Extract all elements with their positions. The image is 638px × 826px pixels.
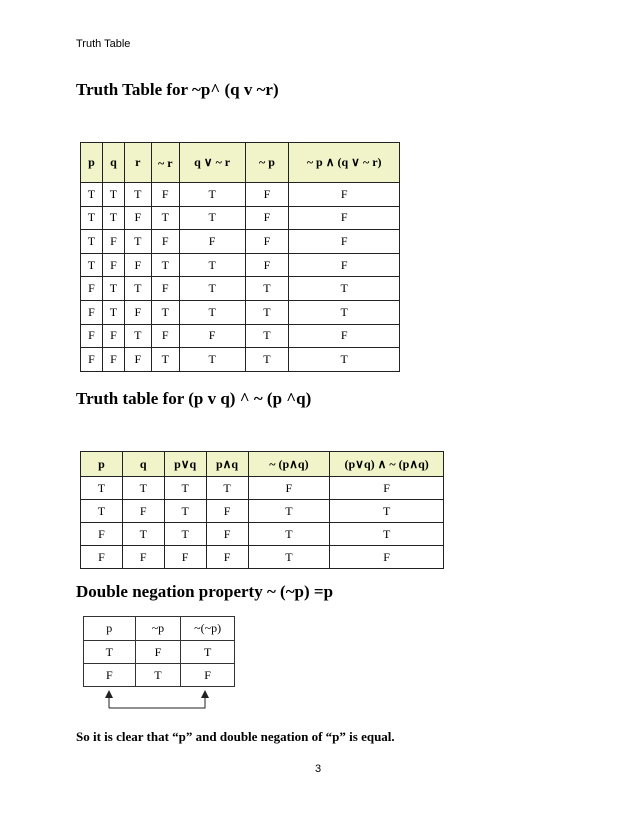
section2-heading: Truth table for (p v q) ^ ~ (p ^q) — [76, 389, 312, 408]
section3-heading: Double negation property ~ (~p) =p — [76, 582, 334, 601]
table1-cell: F — [151, 230, 179, 254]
conclusion-text: So it is clear that “p” and double negation of “p” is equal. — [76, 729, 395, 744]
table2-cell: T — [122, 523, 164, 546]
table2-cell: F — [206, 546, 248, 569]
table2-cell: F — [330, 477, 444, 500]
table2-cell: F — [81, 546, 123, 569]
table2-cell: T — [81, 500, 123, 523]
table2-cell: F — [206, 523, 248, 546]
table1-cell: F — [124, 348, 151, 372]
table3-header-cell: p — [84, 617, 136, 641]
table1-cell: T — [179, 277, 245, 301]
page-number: 3 — [315, 763, 322, 775]
table2-cell: T — [206, 477, 248, 500]
table1-cell: F — [245, 183, 289, 207]
table1-cell: T — [151, 300, 179, 324]
table3-cell: T — [181, 641, 235, 664]
table1-cell: F — [289, 253, 400, 277]
table2-cell: F — [330, 546, 444, 569]
table2-cell: F — [248, 477, 330, 500]
table1-cell: T — [151, 348, 179, 372]
table1-cell: T — [179, 183, 245, 207]
table2-header-cell: p — [81, 452, 123, 477]
table1-cell: T — [289, 277, 400, 301]
table2-header-cell: p∧q — [206, 452, 248, 477]
table1-cell: F — [179, 324, 245, 348]
table1-header-cell: ~ r — [151, 143, 179, 183]
table1-cell: T — [245, 277, 289, 301]
running-header: Truth Table — [76, 38, 131, 50]
table1-cell: F — [102, 253, 124, 277]
table1-cell: F — [81, 300, 103, 324]
table1-cell: T — [245, 300, 289, 324]
section1-heading: Truth Table for ~p^ (q v ~r) — [76, 80, 279, 99]
table1-cell: F — [245, 253, 289, 277]
table1-cell: F — [289, 230, 400, 254]
table1-cell: T — [179, 348, 245, 372]
table1-header-cell: q ∨ ~ r — [179, 143, 245, 183]
table1-cell: F — [102, 230, 124, 254]
table1-cell: T — [289, 348, 400, 372]
table1-cell: T — [124, 277, 151, 301]
table1-cell: F — [245, 230, 289, 254]
table1-cell: T — [81, 206, 103, 230]
table2-header-cell: q — [122, 452, 164, 477]
table1-header-cell: p — [81, 143, 103, 183]
table1-cell: T — [289, 300, 400, 324]
table2-cell: F — [164, 546, 206, 569]
table1-cell: F — [179, 230, 245, 254]
table2-cell: T — [81, 477, 123, 500]
table1-cell: F — [81, 324, 103, 348]
table2-header-cell: ~ (p∧q) — [248, 452, 330, 477]
table1-header-cell: ~ p — [245, 143, 289, 183]
table2-cell: T — [330, 523, 444, 546]
table2-cell: T — [248, 523, 330, 546]
table1-cell: F — [124, 300, 151, 324]
table3-cell: T — [135, 664, 181, 687]
table2-cell: F — [81, 523, 123, 546]
table2-cell: F — [122, 500, 164, 523]
table2-cell: T — [164, 523, 206, 546]
table1-cell: F — [81, 277, 103, 301]
table1-cell: T — [151, 206, 179, 230]
table2-cell: T — [164, 500, 206, 523]
table1-cell: T — [179, 300, 245, 324]
table1-cell: F — [289, 324, 400, 348]
table1-cell: F — [81, 348, 103, 372]
table2-cell: T — [248, 546, 330, 569]
table1-header-cell: q — [102, 143, 124, 183]
table3-header-cell: ~(~p) — [181, 617, 235, 641]
table1-cell: F — [102, 348, 124, 372]
table3-cell: F — [84, 664, 136, 687]
table3-header-cell: ~p — [135, 617, 181, 641]
table1-cell: T — [81, 230, 103, 254]
table1-header-cell: r — [124, 143, 151, 183]
table2-cell: T — [122, 477, 164, 500]
table3-cell: F — [181, 664, 235, 687]
table1-cell: F — [102, 324, 124, 348]
table1-cell: T — [102, 300, 124, 324]
table2-cell: F — [122, 546, 164, 569]
table1-cell: T — [102, 277, 124, 301]
table2-cell: T — [330, 500, 444, 523]
table1-cell: F — [124, 253, 151, 277]
table3-cell: F — [135, 641, 181, 664]
table2-header-cell: p∨q — [164, 452, 206, 477]
table1-cell: T — [102, 183, 124, 207]
table1-cell: T — [179, 206, 245, 230]
table1-cell: T — [81, 183, 103, 207]
table1-cell: F — [151, 277, 179, 301]
table1-cell: F — [151, 324, 179, 348]
table1-cell: F — [289, 206, 400, 230]
table1-header-cell: ~ p ∧ (q ∨ ~ r) — [289, 143, 400, 183]
table2-header-cell: (p∨q) ∧ ~ (p∧q) — [330, 452, 444, 477]
table2-cell: F — [206, 500, 248, 523]
table1-cell: F — [289, 183, 400, 207]
table1-cell: T — [124, 230, 151, 254]
table1-cell: T — [245, 324, 289, 348]
table1-cell: T — [81, 253, 103, 277]
table3-cell: T — [84, 641, 136, 664]
table1-cell: T — [179, 253, 245, 277]
arrow-to-double-negation-icon — [109, 694, 205, 708]
table2-cell: T — [164, 477, 206, 500]
table1-cell: F — [245, 206, 289, 230]
table1-cell: T — [102, 206, 124, 230]
table1-cell: T — [124, 324, 151, 348]
table1-cell: F — [124, 206, 151, 230]
table2-cell: T — [248, 500, 330, 523]
table1-cell: T — [151, 253, 179, 277]
table1-cell: T — [245, 348, 289, 372]
table1-cell: T — [124, 183, 151, 207]
table1-cell: F — [151, 183, 179, 207]
